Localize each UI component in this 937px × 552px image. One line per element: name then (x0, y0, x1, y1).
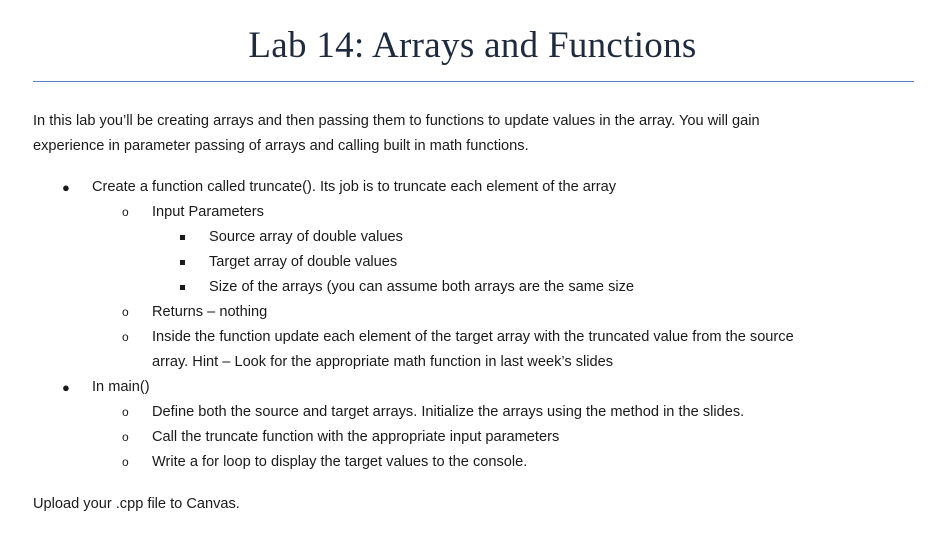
square-bullet-icon (180, 235, 185, 240)
list-item-label: Input Parameters (152, 204, 264, 220)
list-item-label: Size of the arrays (you can assume both arrays are the same size (209, 279, 635, 295)
circle-bullet-icon: o (122, 455, 129, 469)
circle-bullet-icon: o (122, 405, 129, 419)
list-item-target-array (0, 250, 937, 275)
intro-paragraph (33, 109, 760, 159)
instructions-list (0, 175, 937, 475)
list-item-label: Write a for loop to display the target values to the console. (152, 454, 528, 470)
circle-bullet-icon: o (122, 330, 129, 344)
list-item-label (152, 325, 794, 375)
intro-line: In this lab you’ll be creating arrays and then passing them to functions to update values in the array. You will gain (33, 113, 760, 129)
list-item-line: array. Hint – Look for the appropriate math function in last week’s slides (152, 354, 614, 370)
list-item-for-loop (0, 450, 937, 475)
list-item-source-array (0, 225, 937, 250)
list-item-label: Returns – nothing (152, 304, 268, 320)
bullet-icon: ● (62, 380, 70, 395)
list-item-label: Source array of double values (209, 229, 403, 245)
list-item-input-parameters (0, 200, 937, 225)
list-item-define-arrays (0, 400, 937, 425)
list-item-call-truncate (0, 425, 937, 450)
list-item-label: Create a function called truncate(). Its job is to truncate each element of the array (92, 179, 617, 195)
list-item-returns (0, 300, 937, 325)
list-item-array-size (0, 275, 937, 300)
list-item-main (0, 375, 937, 400)
intro-line: experience in parameter passing of arrays and calling built in math functions. (33, 138, 529, 154)
page-title: Lab 14: Arrays and Functions (248, 25, 697, 66)
circle-bullet-icon: o (122, 430, 129, 444)
list-item-line: Inside the function update each element of the target array with the truncated value from the source (152, 329, 794, 345)
square-bullet-icon (180, 285, 185, 290)
square-bullet-icon (180, 260, 185, 265)
footer-instruction: Upload your .cpp file to Canvas. (33, 496, 240, 512)
circle-bullet-icon: o (122, 205, 129, 219)
list-item-label: In main() (92, 379, 150, 395)
bullet-icon: ● (62, 180, 70, 195)
list-item-label: Define both the source and target arrays. Initialize the arrays using the method in the slides. (152, 404, 745, 420)
list-item-label: Call the truncate function with the appropriate input parameters (152, 429, 560, 445)
circle-bullet-icon: o (122, 305, 129, 319)
list-item-label: Target array of double values (209, 254, 398, 270)
list-item-inside-function (0, 325, 937, 375)
list-item-truncate (0, 175, 937, 200)
title-underline (33, 81, 914, 82)
